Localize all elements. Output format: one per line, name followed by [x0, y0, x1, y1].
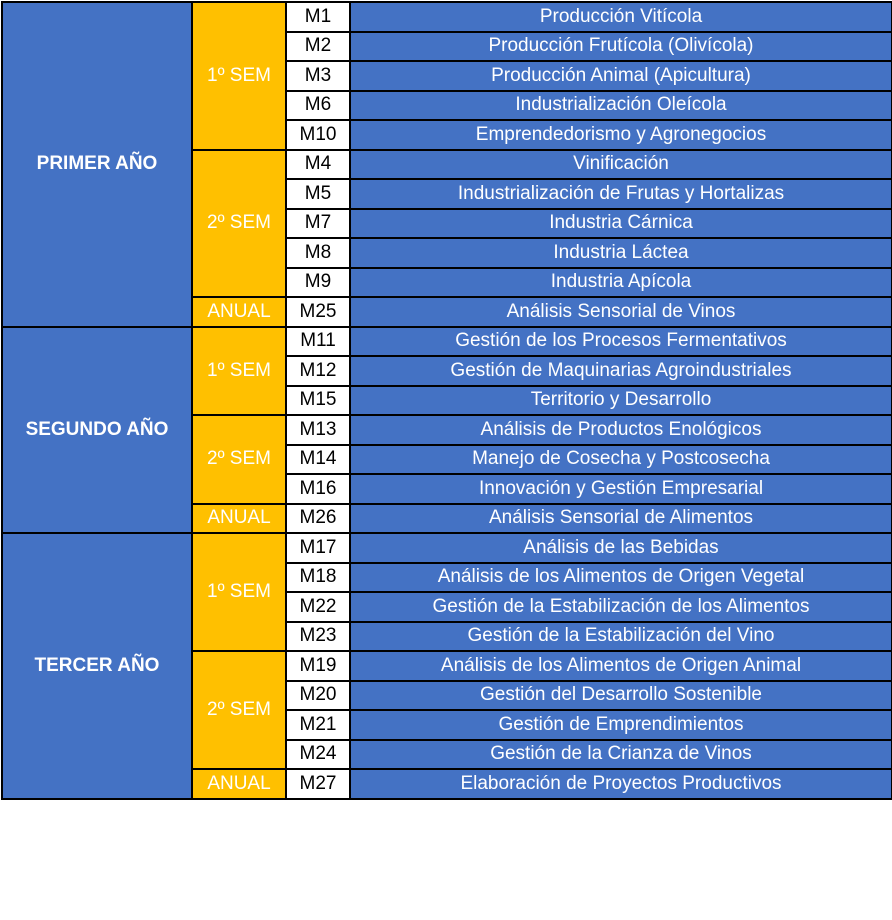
year-label: SEGUNDO AÑO: [2, 327, 192, 534]
module-code: M24: [286, 740, 350, 770]
module-subject: Producción Animal (Apicultura): [350, 61, 892, 91]
module-subject: Análisis Sensorial de Vinos: [350, 297, 892, 327]
module-subject: Elaboración de Proyectos Productivos: [350, 769, 892, 799]
module-subject: Vinificación: [350, 150, 892, 180]
module-code: M19: [286, 651, 350, 681]
module-code: M16: [286, 474, 350, 504]
module-code: M12: [286, 356, 350, 386]
module-subject: Gestión de Maquinarias Agroindustriales: [350, 356, 892, 386]
module-code: M27: [286, 769, 350, 799]
module-subject: Análisis de Productos Enológicos: [350, 415, 892, 445]
module-code: M6: [286, 91, 350, 121]
module-subject: Análisis de los Alimentos de Origen Animal: [350, 651, 892, 681]
semester-label: 2º SEM: [192, 651, 286, 769]
table-row: [2, 2, 892, 32]
module-code: M3: [286, 61, 350, 91]
study-plan-body: [2, 2, 892, 799]
module-code: M11: [286, 327, 350, 357]
module-subject: Gestión del Desarrollo Sostenible: [350, 681, 892, 711]
module-subject: Gestión de los Procesos Fermentativos: [350, 327, 892, 357]
semester-label: ANUAL: [192, 504, 286, 534]
module-subject: Territorio y Desarrollo: [350, 386, 892, 416]
semester-label: ANUAL: [192, 297, 286, 327]
module-code: M9: [286, 268, 350, 298]
module-code: M4: [286, 150, 350, 180]
module-code: M26: [286, 504, 350, 534]
module-subject: Análisis de los Alimentos de Origen Vegetal: [350, 563, 892, 593]
module-code: M13: [286, 415, 350, 445]
module-code: M22: [286, 592, 350, 622]
semester-label: 1º SEM: [192, 327, 286, 416]
module-subject: Gestión de la Estabilización de los Alimentos: [350, 592, 892, 622]
module-subject: Industria Cárnica: [350, 209, 892, 239]
module-code: M5: [286, 179, 350, 209]
table-row: [2, 327, 892, 357]
module-code: M14: [286, 445, 350, 475]
semester-label: ANUAL: [192, 769, 286, 799]
module-code: M20: [286, 681, 350, 711]
module-code: M17: [286, 533, 350, 563]
module-subject: Innovación y Gestión Empresarial: [350, 474, 892, 504]
year-label: PRIMER AÑO: [2, 2, 192, 327]
module-subject: Industrialización de Frutas y Hortalizas: [350, 179, 892, 209]
module-subject: Emprendedorismo y Agronegocios: [350, 120, 892, 150]
module-code: M2: [286, 32, 350, 62]
module-subject: Industria Apícola: [350, 268, 892, 298]
module-code: M25: [286, 297, 350, 327]
module-code: M7: [286, 209, 350, 239]
module-code: M23: [286, 622, 350, 652]
module-subject: Industrialización Oleícola: [350, 91, 892, 121]
table-row: [2, 533, 892, 563]
module-code: M1: [286, 2, 350, 32]
module-subject: Análisis Sensorial de Alimentos: [350, 504, 892, 534]
module-subject: Manejo de Cosecha y Postcosecha: [350, 445, 892, 475]
semester-label: 1º SEM: [192, 2, 286, 150]
semester-label: 2º SEM: [192, 415, 286, 504]
year-label: TERCER AÑO: [2, 533, 192, 799]
module-subject: Industria Láctea: [350, 238, 892, 268]
module-subject: Producción Frutícola (Olivícola): [350, 32, 892, 62]
semester-label: 2º SEM: [192, 150, 286, 298]
module-code: M8: [286, 238, 350, 268]
module-subject: Análisis de las Bebidas: [350, 533, 892, 563]
module-code: M21: [286, 710, 350, 740]
study-plan-table: [1, 1, 892, 800]
module-subject: Gestión de la Estabilización del Vino: [350, 622, 892, 652]
module-subject: Gestión de Emprendimientos: [350, 710, 892, 740]
semester-label: 1º SEM: [192, 533, 286, 651]
module-code: M15: [286, 386, 350, 416]
module-code: M10: [286, 120, 350, 150]
module-subject: Gestión de la Crianza de Vinos: [350, 740, 892, 770]
module-subject: Producción Vitícola: [350, 2, 892, 32]
module-code: M18: [286, 563, 350, 593]
